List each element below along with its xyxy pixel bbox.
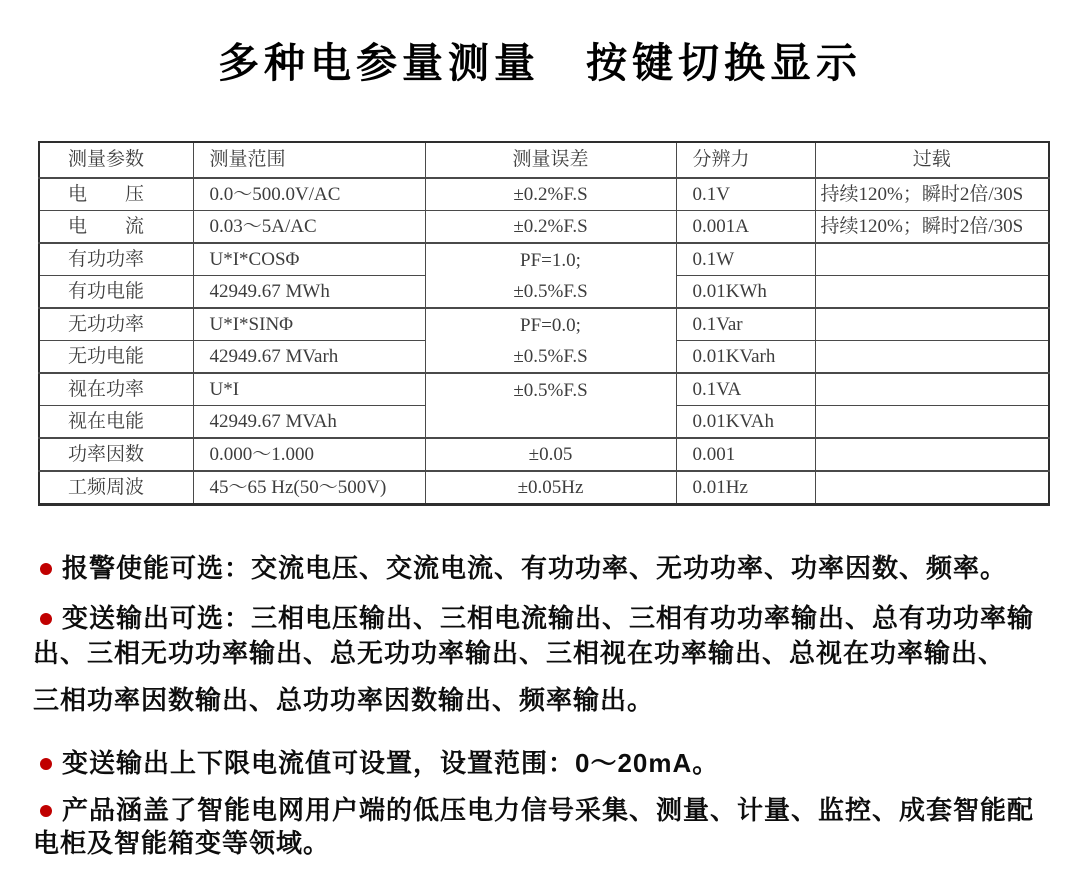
error-line: ±0.5%F.S [513,280,588,302]
cell-param: 功率因数 [39,438,193,471]
table-row [39,211,1049,244]
table-row [39,373,1049,406]
cell-range: 45～65 Hz(50～500V) [193,471,425,505]
cell-resolution: 0.1VA [676,373,815,406]
cell-overload [815,308,1049,341]
cell-param: 有功电能 [39,276,193,309]
column-header-resolution: 分辨力 [676,142,815,178]
bullet-text: 产品涵盖了智能电网用户端的低压电力信号采集、测量、计量、监控、成套智能配 [62,795,1035,825]
cell-overload [815,373,1049,406]
bullet-icon [40,563,52,575]
cell-resolution: 0.1W [676,243,815,276]
cell-resolution: 0.001 [676,438,815,471]
cell-error [425,373,676,438]
error-line [426,406,676,437]
bullet-item [0,552,1080,585]
cell-param: 无功功率 [39,308,193,341]
cell-overload [815,438,1049,471]
cell-range: 0.0～500.0V/AC [193,178,425,211]
column-header-range: 测量范围 [193,142,425,178]
bullet-item-continuation [0,637,1080,670]
cell-param: 电 压 [39,178,193,211]
cell-overload: 持续120%；瞬时2倍/30S [815,178,1049,211]
bullet-icon [40,805,52,817]
cell-param: 有功功率 [39,243,193,276]
error-line: PF=0.0; [520,314,581,336]
bullet-icon [40,613,52,625]
feature-bullet-list [0,552,1080,860]
bullet-item [0,747,1080,780]
cell-overload [815,471,1049,505]
cell-overload: 持续120%；瞬时2倍/30S [815,211,1049,244]
error-line: ±0.5%F.S [513,379,588,401]
bullet-item-continuation [0,684,1080,717]
cell-range: 42949.67 MWh [193,276,425,309]
error-line: PF=1.0; [520,249,581,271]
cell-range: 0.000～1.000 [193,438,425,471]
bullet-text: 三相功率因数输出、总功功率因数输出、频率输出。 [33,685,655,715]
cell-resolution: 0.1V [676,178,815,211]
cell-resolution: 0.001A [676,211,815,244]
bullet-text: 出、三相无功功率输出、总无功功率输出、三相视在功率输出、总视在功率输出、 [33,638,1006,668]
table-row [39,471,1049,505]
column-header-overload: 过载 [815,142,1049,178]
cell-overload [815,341,1049,374]
bullet-text: 电柜及智能箱变等领域。 [33,828,331,858]
cell-range: 42949.67 MVAh [193,406,425,439]
cell-param: 无功电能 [39,341,193,374]
bullet-text: 变送输出可选：三相电压输出、三相电流输出、三相有功功率输出、总有功功率输 [62,603,1035,633]
measurement-spec-table [38,141,1050,506]
cell-error [425,438,676,471]
cell-overload [815,406,1049,439]
bullet-item-continuation [0,827,1080,860]
error-line: ±0.2%F.S [513,216,588,237]
cell-error [425,211,676,244]
column-header-param: 测量参数 [39,142,193,178]
cell-resolution: 0.1Var [676,308,815,341]
error-line: ±0.05 [528,444,573,465]
cell-param: 电 流 [39,211,193,244]
cell-range: U*I [193,373,425,406]
cell-param: 工频周波 [39,471,193,505]
cell-error [425,471,676,505]
table-row [39,178,1049,211]
page-title: 多种电参量测量 按键切换显示 [218,40,862,86]
cell-param: 视在功率 [39,373,193,406]
error-line: ±0.05Hz [517,477,584,498]
cell-overload [815,243,1049,276]
bullet-item [0,602,1080,635]
cell-range: U*I*SINΦ [193,308,425,341]
cell-resolution: 0.01KVarh [676,341,815,374]
error-line: ±0.2%F.S [513,184,588,205]
table-row [39,438,1049,471]
table-header-row [39,142,1049,178]
cell-range: 42949.67 MVarh [193,341,425,374]
column-header-error: 测量误差 [425,142,676,178]
cell-resolution: 0.01KVAh [676,406,815,439]
error-line: ±0.5%F.S [513,345,588,367]
cell-range: 0.03～5A/AC [193,211,425,244]
table-row [39,308,1049,341]
cell-error [425,308,676,373]
cell-range: U*I*COSΦ [193,243,425,276]
cell-error [425,243,676,308]
table-row [39,243,1049,276]
cell-resolution: 0.01KWh [676,276,815,309]
bullet-item [0,794,1080,827]
bullet-text: 变送输出上下限电流值可设置，设置范围：0～20mA。 [62,748,720,778]
cell-resolution: 0.01Hz [676,471,815,505]
bullet-text: 报警使能可选：交流电压、交流电流、有功功率、无功功率、功率因数、频率。 [62,553,1008,583]
cell-error [425,178,676,211]
cell-overload [815,276,1049,309]
bullet-icon [40,758,52,770]
cell-param: 视在电能 [39,406,193,439]
